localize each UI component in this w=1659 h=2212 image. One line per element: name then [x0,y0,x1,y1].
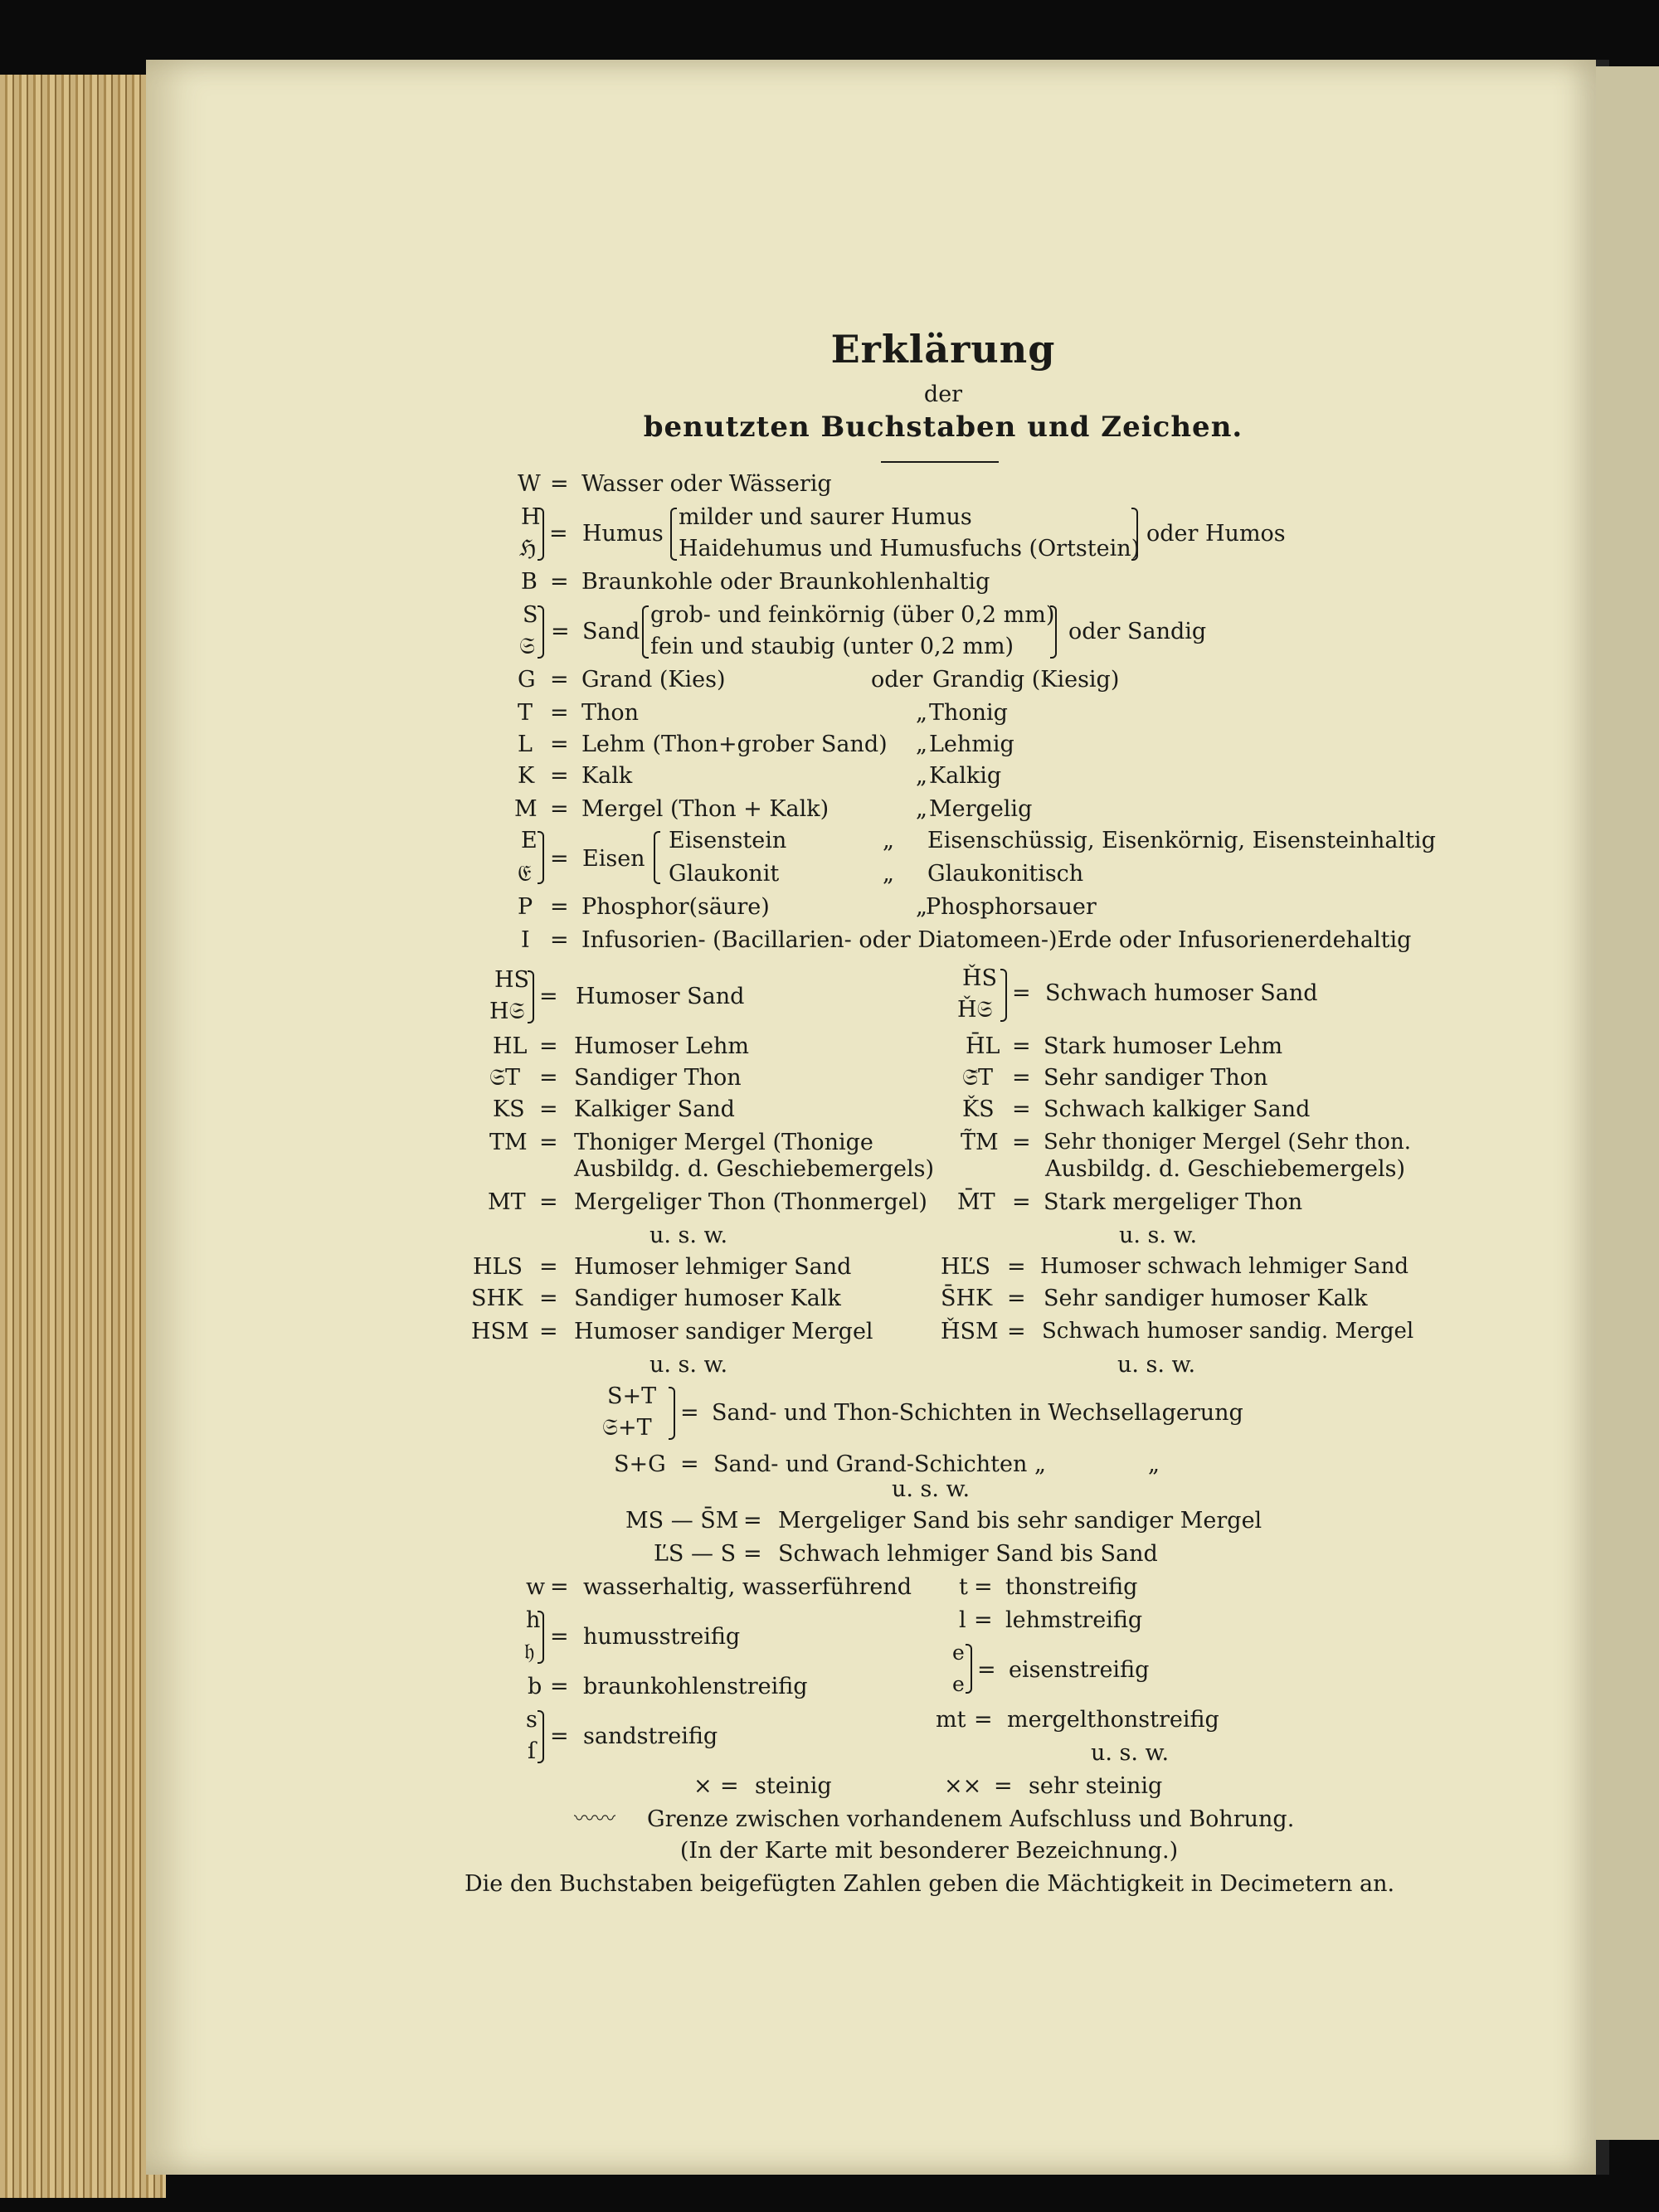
eq-sign: = [974,1574,993,1600]
sand-option-2: fein und staubig (unter 0,2 mm) [650,634,1014,659]
streak-s: s [526,1707,538,1733]
combo-tm-text-2: Ausbildg. d. Geschiebemergels) [574,1156,935,1182]
combo-hl-strong: H̄L [966,1033,1000,1059]
eisen-option-2: Glaukonit [669,861,780,887]
p-alt: Phosphorsauer [926,894,1097,920]
eq-sign: = [550,1574,569,1600]
streak-e-text: eisenstreifig [1009,1657,1150,1683]
combo-st-text: Sandiger Thon [574,1065,742,1091]
streak-h-text: humusstreifig [583,1624,741,1650]
eq-sign: = [550,471,569,497]
ditto-mark: „ [916,700,927,726]
streak-s-text: sandstreifig [583,1723,718,1749]
combo-ks-text: Kalkiger Sand [574,1096,735,1122]
eq-sign: = [550,1624,569,1650]
streak-b-text: braunkohlenstreifig [583,1674,808,1699]
sym-s-fraktur: 𝔖 [519,634,535,659]
layer-st-text: Sand- und Thon-Schichten in Wechsellagerung [712,1400,1243,1426]
streak-e: e [952,1641,965,1665]
combo-tm: TM [489,1130,528,1155]
streak-l-text: lehmstreifig [1005,1607,1143,1633]
combo-hs-weak: ȞS [962,965,998,991]
sym-e-fraktur: 𝔈 [518,861,532,887]
sym-s: S [523,602,538,628]
combo-tm-strong-text-1: Sehr thoniger Mergel (Sehr thon. [1044,1130,1411,1155]
usw: u. s. w. [649,1352,728,1378]
subtitle-der: der [923,382,963,407]
combo-tm-text-1: Thoniger Mergel (Thonige [574,1130,873,1155]
eq-sign: = [1007,1286,1026,1311]
eisen-option-1: Eisenstein [669,828,787,853]
streak-b: b [528,1674,542,1699]
combo-hs-text: Humoser Sand [576,984,745,1009]
layer-ls: ĽS — S [654,1541,737,1567]
combo-hl: HL [493,1033,528,1059]
eq-sign: = [539,1286,558,1311]
humus-option-1: milder und saurer Humus [679,504,972,530]
eq-sign: = [743,1508,762,1534]
streak-s-long: ſ [528,1738,536,1764]
brace [1050,605,1057,659]
combo-st: 𝔖T [489,1065,520,1091]
sym-l: L [518,732,533,757]
sym-w: W [518,471,541,497]
layer-st: S+T [607,1383,657,1409]
k-alt: Kalkig [929,763,1002,789]
title-rule [881,461,999,463]
combo-mt-strong: M̄T [957,1189,995,1215]
combo-hsm: HSM [471,1319,529,1344]
combo-mt-text: Mergeliger Thon (Thonmergel) [574,1189,927,1215]
eq-sign: = [539,1130,558,1155]
eq-sign: = [1012,1065,1031,1091]
eq-sign: = [743,1541,762,1567]
eq-sign: = [550,700,569,726]
combo-mt-strong-text: Stark mergeliger Thon [1044,1189,1303,1215]
sand-option-1: grob- und feinkörnig (über 0,2 mm) [650,602,1055,628]
combo-hs-weak-text: Schwach humoser Sand [1045,980,1318,1006]
combo-hls-weak-text: Humoser schwach lehmiger Sand [1040,1254,1408,1279]
g-text: Grand (Kies) [581,667,726,693]
b-text: Braunkohle oder Braunkohlenhaltig [581,569,990,595]
combo-st-strong: 𝔖̄T [962,1065,993,1091]
p-text: Phosphor(säure) [581,894,770,920]
sand-alt: oder Sandig [1068,619,1207,644]
eq-sign: = [680,1451,699,1477]
eq-sign: = [550,569,569,595]
cross-text: steinig [755,1773,832,1799]
eq-sign: = [977,1657,996,1683]
eq-sign: = [550,667,569,693]
eq-sign: = [539,1254,558,1280]
eq-sign: = [1012,1096,1031,1122]
combo-hsm-weak: ȞSM [941,1319,999,1344]
combo-ks-weak: ǨS [962,1096,995,1122]
sym-i: I [521,927,530,953]
double-cross-symbol: ×× [944,1773,982,1799]
m-alt: Mergelig [929,796,1033,822]
ditto-mark: „ [916,796,927,822]
double-cross-text: sehr steinig [1029,1773,1163,1799]
brace [642,605,649,659]
eq-sign: = [539,1033,558,1059]
eisen-alt-1: Eisenschüssig, Eisenkörnig, Eisensteinhaltig [927,828,1436,853]
eq-sign: = [994,1773,1013,1799]
ditto-mark: „ [916,732,927,757]
sym-e: E [521,828,538,853]
t-alt: Thonig [929,700,1008,726]
eq-sign: = [1007,1319,1026,1344]
usw: u. s. w. [891,1476,971,1502]
layer-ms: MS — S̄M [625,1508,739,1534]
facing-page-edge [1596,66,1659,2140]
usw: u. s. w. [1117,1352,1196,1378]
eq-sign: = [1012,1033,1031,1059]
layer-sg: S+G [614,1451,666,1477]
brace [1000,969,1007,1022]
eq-sign: = [1012,1189,1031,1215]
ditto-mark: „ [883,861,894,887]
sym-b: B [521,569,538,595]
eisen-alt-2: Glaukonitisch [927,861,1084,887]
eq-sign: = [550,763,569,789]
brace [538,508,544,561]
sym-k: K [518,763,535,789]
page-title: Erklärung [830,327,1056,372]
streak-h-fraktur: 𝔥 [524,1639,535,1665]
thickness-note: Die den Buchstaben beigefügten Zahlen geben die Mächtigkeit in Decimetern an. [465,1871,1395,1897]
combo-mt: MT [488,1189,526,1215]
eq-sign: = [974,1607,993,1633]
ditto-mark: „ [916,894,927,920]
streak-w: w [526,1574,546,1600]
wave-symbol: 〰〰 [574,1806,616,1830]
streak-t: t [959,1574,968,1600]
sym-g: G [518,667,536,693]
eq-sign: = [539,1096,558,1122]
eq-sign: = [720,1773,739,1799]
combo-tm-strong-text-2: Ausbildg. d. Geschiebemergels) [1045,1156,1406,1182]
combo-shk-text: Sandiger humoser Kalk [574,1286,841,1311]
g-oder: oder [871,667,923,693]
eq-sign: = [550,732,569,757]
eq-sign: = [1012,1130,1031,1155]
combo-hs-fraktur: H𝔖 [489,999,525,1024]
brace [538,1710,544,1763]
humus-alt: oder Humos [1146,521,1286,547]
streak-mt-text: mergelthonstreifig [1007,1707,1219,1733]
streak-e-alt: e [952,1672,965,1696]
combo-hsm-weak-text: Schwach humoser sandig. Mergel [1042,1319,1414,1344]
i-text: Infusorien- (Bacillarien- oder Diatomeen-)Erde oder Infusorienerdehaltig [581,927,1412,953]
combo-shk: SHK [471,1286,523,1311]
humus-option-2: Haidehumus und Humusfuchs (Ortstein) [679,536,1141,562]
usw: u. s. w. [649,1223,728,1248]
eq-sign: = [551,619,570,644]
ditto-mark: „ [1148,1451,1160,1477]
k-text: Kalk [581,763,633,789]
brace [528,970,534,1023]
eq-sign: = [680,1400,699,1426]
cross-symbol: × [693,1773,713,1799]
eq-sign: = [1007,1254,1026,1280]
eq-sign: = [549,521,568,547]
combo-hls-weak: HĽS [941,1254,990,1280]
ditto-mark: „ [916,763,927,789]
layer-ms-text: Mergeliger Sand bis sehr sandiger Mergel [778,1508,1262,1534]
eq-sign: = [974,1707,993,1733]
combo-hl-text: Humoser Lehm [574,1033,750,1059]
usw: u. s. w. [1090,1740,1170,1766]
streak-w-text: wasserhaltig, wasserführend [583,1574,912,1600]
eq-sign: = [539,984,558,1009]
sym-p: P [518,894,533,920]
wave-text: Grenze zwischen vorhandenem Aufschluss und Bohrung. [647,1806,1295,1832]
m-text: Mergel (Thon + Kalk) [581,796,830,822]
combo-st-strong-text: Sehr sandiger Thon [1044,1065,1268,1091]
sym-h-fraktur: ℌ [519,536,537,562]
brace [538,831,544,884]
subtitle-main: benutzten Buchstaben und Zeichen. [643,411,1243,444]
g-alt: Grandig (Kiesig) [932,667,1120,693]
combo-shk-strong: S̄HK [941,1286,993,1311]
brace [670,508,677,561]
ditto-mark: „ [883,828,894,853]
eq-sign: = [550,1723,569,1749]
eq-sign: = [539,1319,558,1344]
brace [654,831,660,884]
eq-sign: = [539,1189,558,1215]
eq-sign: = [550,846,569,872]
combo-shk-strong-text: Sehr sandiger humoser Kalk [1044,1286,1368,1311]
layer-ls-text: Schwach lehmiger Sand bis Sand [778,1541,1158,1567]
map-note: (In der Karte mit besonderer Bezeichnung.) [679,1838,1179,1864]
combo-ks: KS [493,1096,525,1122]
w-text: Wasser oder Wässerig [581,471,832,497]
brace [966,1644,972,1694]
streak-mt: mt [936,1707,966,1733]
l-text: Lehm (Thon+grober Sand) [581,732,888,757]
brace [1131,508,1138,561]
eq-sign: = [550,1674,569,1699]
page-stack-edge [0,75,166,2198]
streak-h: h [526,1607,541,1633]
combo-hls: HLS [473,1254,523,1280]
eq-sign: = [1012,980,1031,1006]
eq-sign: = [550,894,569,920]
eq-sign: = [550,796,569,822]
sym-h: H [521,504,541,530]
eq-sign: = [550,927,569,953]
streak-l: l [959,1607,966,1633]
l-alt: Lehmig [929,732,1014,757]
combo-tm-strong: T̃M [961,1130,999,1155]
brace [538,1611,544,1664]
humus-name: Humus [582,521,664,547]
layer-st-fraktur: 𝔖+T [602,1415,652,1441]
usw: u. s. w. [1118,1223,1198,1248]
streak-t-text: thonstreifig [1005,1574,1138,1600]
eq-sign: = [539,1065,558,1091]
combo-hl-strong-text: Stark humoser Lehm [1044,1033,1283,1059]
sym-m: M [514,796,538,822]
combo-hs-weak-fraktur: Ȟ𝔖 [957,997,993,1023]
combo-hls-text: Humoser lehmiger Sand [574,1254,852,1280]
layer-sg-text: Sand- und Grand-Schichten „ [713,1451,1046,1477]
t-text: Thon [581,700,640,726]
combo-hs: HS [494,967,530,993]
brace [669,1387,675,1440]
combo-hsm-text: Humoser sandiger Mergel [574,1319,873,1344]
sand-name: Sand [582,619,640,644]
brace [538,605,544,659]
combo-ks-weak-text: Schwach kalkiger Sand [1044,1096,1311,1122]
eisen-name: Eisen [582,846,645,872]
sym-t: T [518,700,533,726]
